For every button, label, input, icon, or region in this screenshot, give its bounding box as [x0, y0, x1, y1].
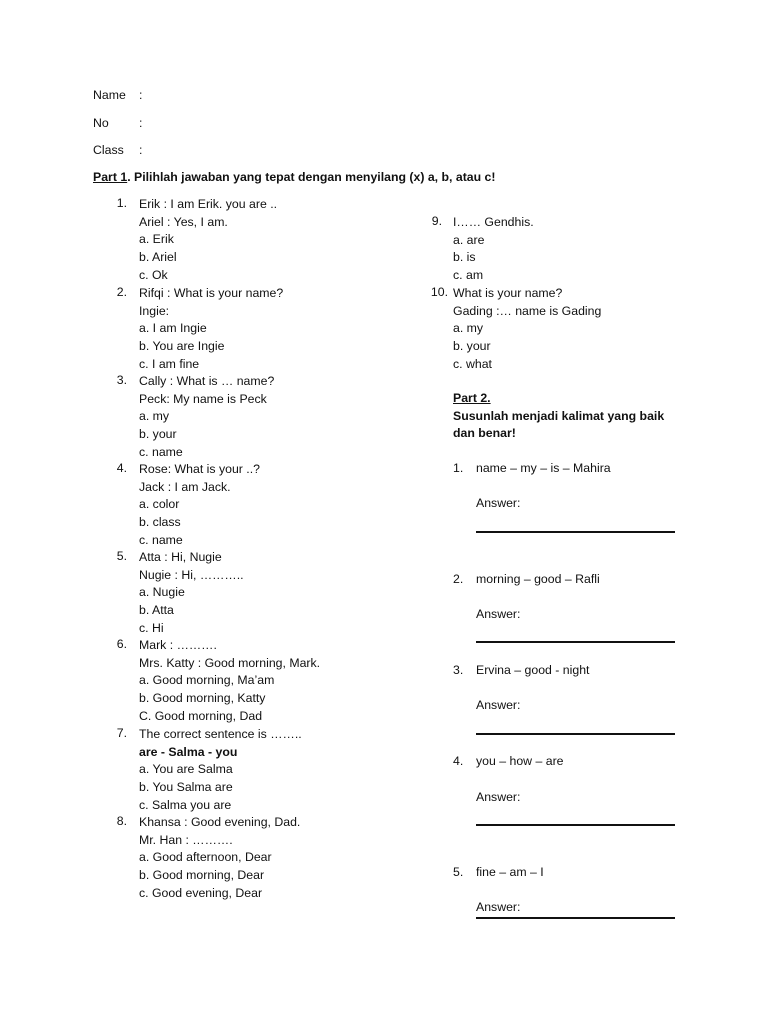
question-text: Peck: My name is Peck	[139, 391, 267, 406]
part2-item-4-number: 4.	[453, 754, 464, 768]
answer-line-1[interactable]	[476, 531, 675, 533]
option-b: b. Good morning, Dear	[139, 868, 265, 883]
option-a: a. color	[139, 497, 180, 512]
question-number: 7.	[116, 726, 127, 740]
part2-instruction-line1: Susunlah menjadi kalimat yang baik	[453, 409, 665, 423]
no-colon: :	[139, 116, 143, 130]
question-text: Atta : Hi, Nugie	[139, 550, 222, 564]
option-b: b. is	[453, 250, 476, 265]
part2-label: Part 2.	[453, 391, 491, 405]
answer-label: Answer:	[476, 607, 521, 621]
option-a: a. I am Ingie	[139, 321, 207, 336]
question-text: Khansa : Good evening, Dad.	[139, 815, 301, 829]
option-a: a. are	[453, 232, 485, 247]
question-text: I…… Gendhis.	[453, 215, 534, 229]
option-a: a. Good afternoon, Dear	[139, 850, 272, 865]
option-b: b. your	[453, 339, 491, 354]
question-text: Mr. Han : ……….	[139, 832, 233, 847]
option-b: b. You are Ingie	[139, 339, 225, 354]
question-text: What is your name?	[453, 286, 563, 300]
no-field	[93, 116, 142, 130]
question-text: Ingie:	[139, 303, 170, 318]
question-text: Erik : I am Erik. you are ..	[139, 197, 278, 211]
question-number: 1.	[116, 196, 127, 210]
part2-item-3-number: 3.	[453, 663, 464, 677]
question-text: Nugie : Hi, ………..	[139, 567, 244, 582]
question-number: 4.	[116, 461, 127, 475]
question-text: Mrs. Katty : Good morning, Mark.	[139, 655, 321, 670]
option-c: c. name	[139, 532, 183, 547]
answer-label: Answer:	[476, 496, 521, 510]
option-c: c. Good evening, Dear	[139, 885, 263, 900]
class-field	[93, 143, 142, 157]
part2-item-4-words: you – how – are	[476, 754, 564, 768]
option-c: c. am	[453, 268, 484, 283]
part2-item-2-number: 2.	[453, 572, 464, 586]
part2-item-5-words: fine – am – I	[476, 865, 544, 879]
name-label: Name	[93, 88, 126, 102]
answer-label: Answer:	[476, 698, 521, 712]
answer-label: Answer:	[476, 900, 521, 914]
option-c: c. Salma you are	[139, 797, 232, 812]
part1-heading	[93, 170, 496, 184]
part1-instruction: . Pilihlah jawaban yang tepat dengan menyilang (x) a, b, atau c!	[127, 170, 496, 184]
question-text: Rifqi : What is your name?	[139, 286, 284, 300]
answer-line-5[interactable]	[476, 917, 675, 919]
option-a: a. You are Salma	[139, 762, 233, 777]
answer-label: Answer:	[476, 790, 521, 804]
option-b: b. Ariel	[139, 250, 177, 265]
option-c: C. Good morning, Dad	[139, 708, 263, 723]
option-b: b. Atta	[139, 603, 174, 618]
option-c: c. I am fine	[139, 356, 200, 371]
answer-line-3[interactable]	[476, 733, 675, 735]
question-text: Rose: What is your ..?	[139, 462, 260, 476]
answer-line-4[interactable]	[476, 824, 675, 826]
question-text: The correct sentence is ……..	[139, 727, 302, 741]
question-text: Mark : ……….	[139, 638, 217, 652]
question-number: 9.	[431, 214, 442, 228]
option-a: a. my	[453, 321, 484, 336]
option-c: c. name	[139, 444, 183, 459]
option-a: a. Erik	[139, 232, 174, 247]
name-field	[93, 88, 142, 102]
part1-label: Part 1	[93, 170, 128, 184]
part2-item-1-words: name – my – is – Mahira	[476, 461, 611, 475]
option-a: a. my	[139, 409, 170, 424]
option-c: c. what	[453, 356, 492, 371]
question-text: Ariel : Yes, I am.	[139, 214, 228, 229]
part2-item-2-words: morning – good – Rafli	[476, 572, 600, 586]
option-c: c. Ok	[139, 267, 168, 282]
question-text: Jack : I am Jack.	[139, 479, 231, 494]
option-b: b. your	[139, 427, 177, 442]
name-colon: :	[139, 88, 143, 102]
option-a: a. Good morning, Ma’am	[139, 673, 275, 688]
option-b: b. Good morning, Katty	[139, 691, 266, 706]
question-number: 10.	[430, 285, 448, 299]
option-a: a. Nugie	[139, 585, 185, 600]
question-text: Gading :… name is Gading	[453, 303, 602, 318]
option-b: b. class	[139, 515, 181, 530]
question-number: 5.	[116, 549, 127, 563]
no-label: No	[93, 116, 109, 130]
part2-item-3-words: Ervina – good - night	[476, 663, 590, 677]
question-words: are - Salma - you	[139, 744, 238, 759]
question-text: Cally : What is … name?	[139, 374, 275, 388]
class-colon: :	[139, 143, 143, 157]
option-b: b. You Salma are	[139, 780, 233, 795]
class-label: Class	[93, 143, 124, 157]
part2-item-5-number: 5.	[453, 865, 464, 879]
part2-instruction-line2: dan benar!	[453, 426, 516, 440]
answer-line-2[interactable]	[476, 641, 675, 643]
question-number: 3.	[116, 373, 127, 387]
option-c: c. Hi	[139, 620, 164, 635]
question-number: 6.	[116, 637, 127, 651]
question-number: 8.	[116, 814, 127, 828]
part2-item-1-number: 1.	[453, 461, 464, 475]
question-number: 2.	[116, 285, 127, 299]
